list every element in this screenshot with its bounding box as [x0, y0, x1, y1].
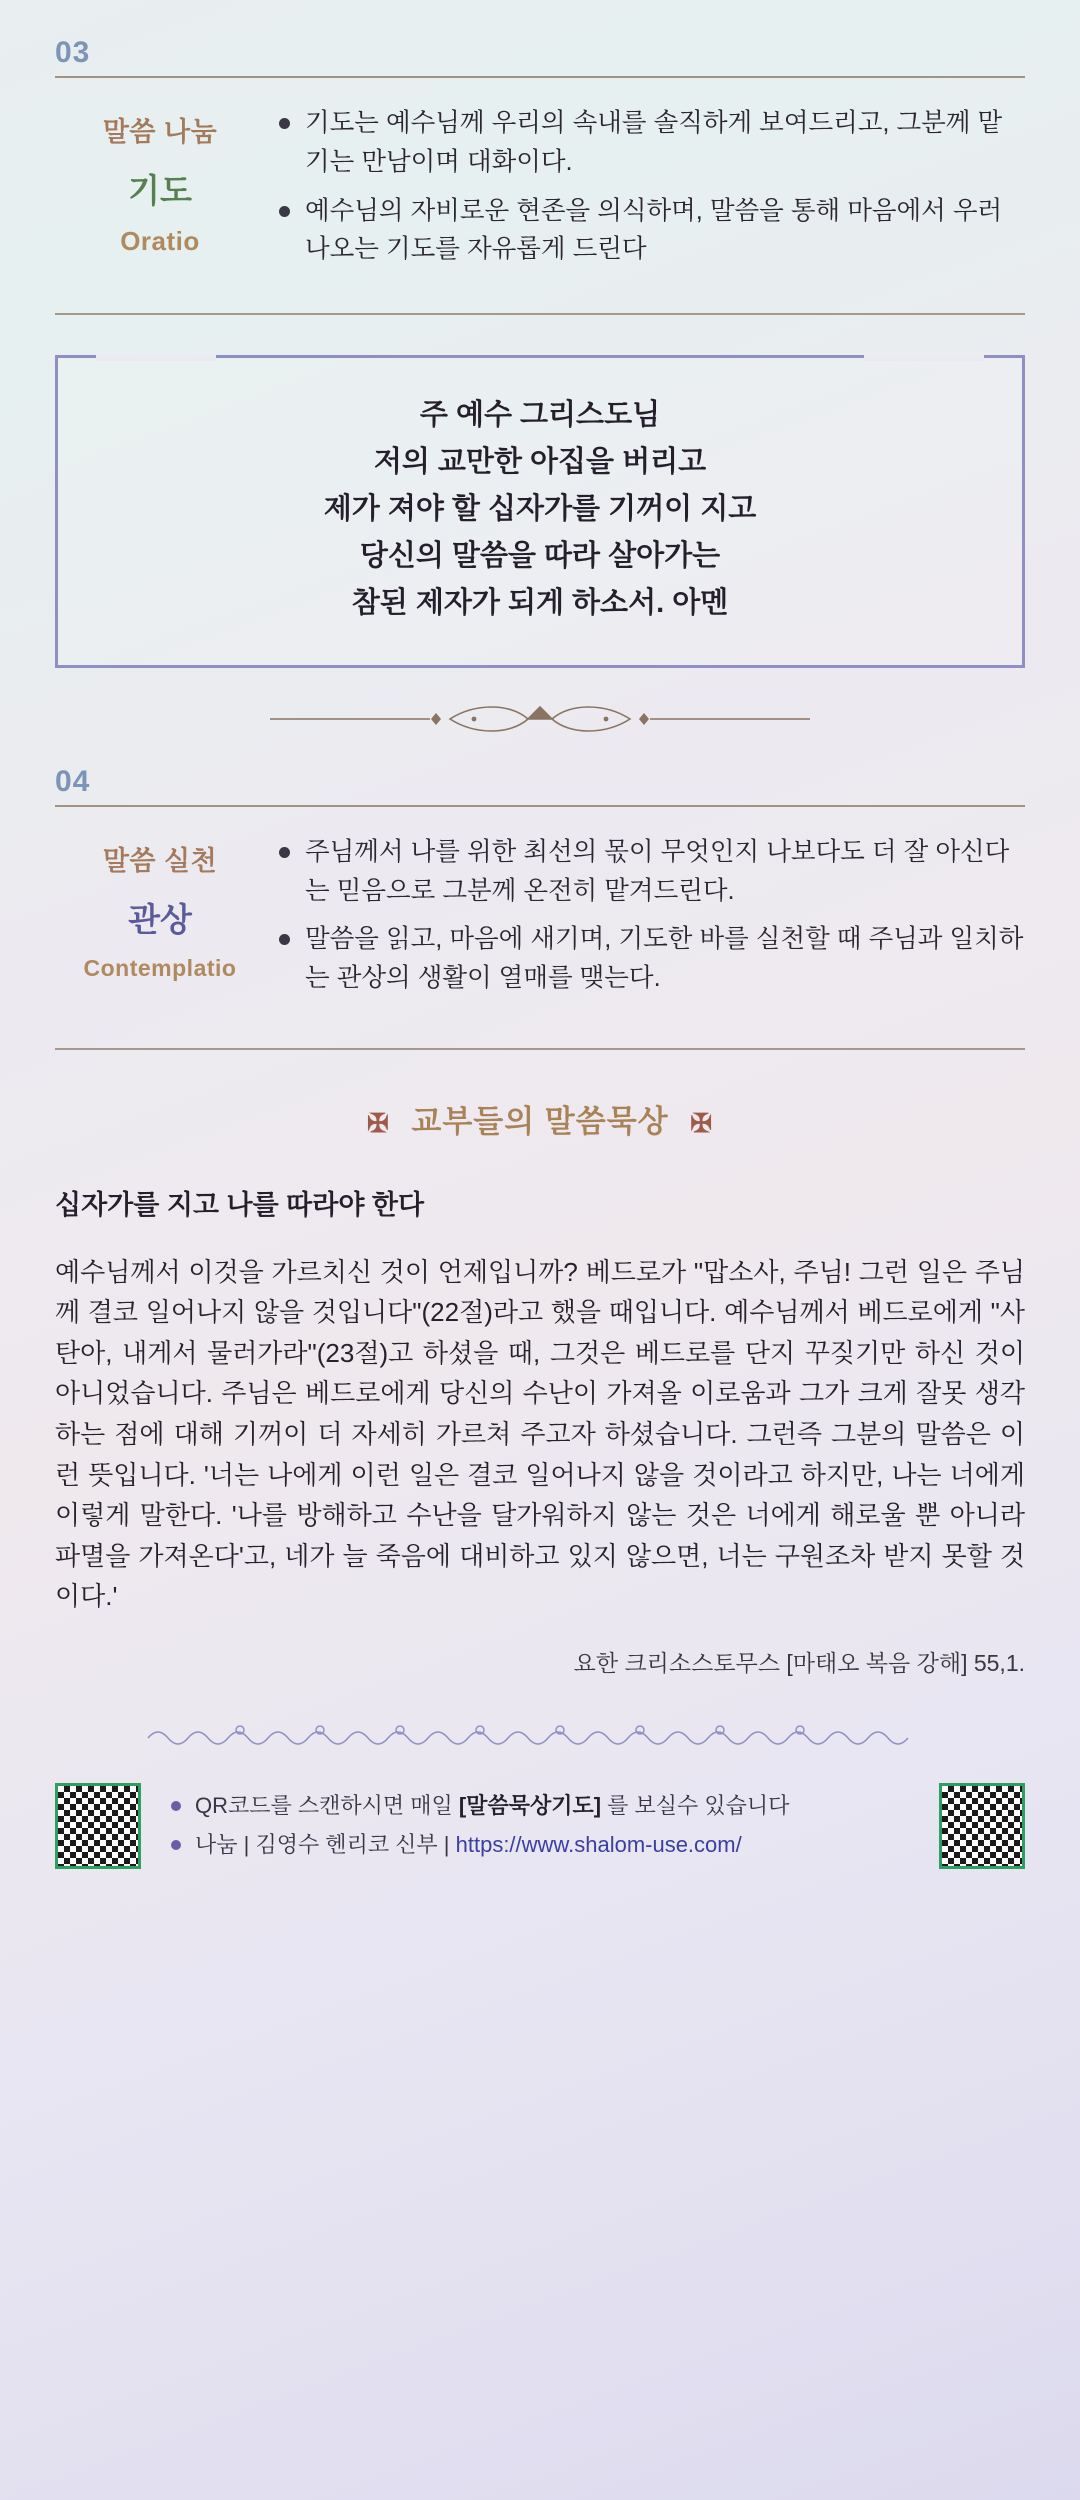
prayer-line: 저의 교만한 아집을 버리고	[373, 445, 707, 478]
fathers-source: 요한 크리소스토무스 [마태오 복음 강해] 55,1.	[573, 1649, 1025, 1676]
step-label-small: 말씀 실천	[102, 845, 218, 876]
bullet-list	[271, 833, 1025, 998]
step-label-latin: Contemplatio	[83, 954, 237, 981]
section-04	[55, 765, 1025, 1050]
prayer-line: 당신의 말씀을 따라 살아가는	[359, 539, 721, 572]
step-label-small: 말씀 나눔	[102, 117, 218, 147]
vine-ornament-icon	[140, 1720, 940, 1750]
ornament-icon	[260, 702, 820, 736]
list-item: 주님께서 나를 위한 최선의 몫이 무엇인지 나보다도 더 잘 아신다는 믿음으로 그분께 온전히 맡겨드린다.	[305, 833, 1025, 911]
step-bullets	[265, 104, 1025, 279]
step-bullets	[265, 833, 1025, 1008]
step-label-group	[55, 833, 265, 982]
list-item: 기도는 예수님께 우리의 속내를 솔직하게 보여드리고, 그분께 맡기는 만남이며 대화이다.	[305, 104, 1025, 182]
footer-text-block	[141, 1783, 939, 1869]
footer-line1-suffix: 를 보실수 있습니다	[601, 1792, 790, 1818]
footer-line2-prefix: 나눔 | 김영수 헨리코 신부 |	[195, 1831, 456, 1857]
step-contemplatio	[55, 833, 1025, 1008]
footer	[55, 1783, 1025, 1869]
step-label-big: 관상	[128, 900, 192, 938]
list-item: 예수님의 자비로운 현존을 의식하며, 말씀을 통해 마음에서 우러나오는 기도를 자유롭게 드린다	[305, 192, 1025, 270]
prayer-line: 제가 져야 할 십자가를 기꺼이 지고	[323, 492, 757, 525]
prayer-line: 참된 제자가 되게 하소서. 아멘	[351, 586, 729, 619]
cross-icon: ✠	[690, 1107, 714, 1138]
section-divider-bottom	[55, 1048, 1025, 1050]
qr-code-left[interactable]	[55, 1783, 141, 1869]
prayer-box	[55, 355, 1025, 668]
prayer-line: 주 예수 그리스도님	[419, 399, 661, 431]
footer-line1-bold: [말씀묵상기도]	[458, 1792, 602, 1818]
cross-icon: ✠	[366, 1107, 390, 1138]
section-divider	[55, 76, 1025, 78]
ornament-divider	[55, 702, 1025, 741]
step-label-latin: Oratio	[120, 226, 200, 256]
fathers-heading: 교부들의 말씀묵상	[411, 1103, 669, 1139]
list-item: 말씀을 읽고, 마음에 새기며, 기도한 바를 실천할 때 주님과 일치하는 관상의 생활이 열매를 맺는다.	[305, 920, 1025, 998]
box-notch-right	[864, 355, 984, 361]
prayer-block	[55, 355, 1025, 668]
qr-code-right[interactable]	[939, 1783, 1025, 1869]
footer-ornament	[55, 1720, 1025, 1757]
section-number: 04	[55, 764, 91, 798]
bullet-list	[271, 104, 1025, 269]
footer-website-link[interactable]: https://www.shalom-use.com/	[455, 1831, 742, 1857]
fathers-heading-row	[55, 1096, 1025, 1141]
footer-line-credit	[195, 1830, 915, 1861]
section-divider	[55, 805, 1025, 807]
fathers-subheading: 십자가를 지고 나를 따라야 한다	[55, 1189, 425, 1220]
footer-line-qr	[195, 1791, 915, 1822]
section-03	[55, 0, 1025, 315]
section-divider-bottom	[55, 313, 1025, 315]
step-label-big: 기도	[128, 172, 192, 209]
section-number: 03	[55, 36, 91, 69]
step-oratio	[55, 104, 1025, 279]
fathers-body-text: 예수님께서 이것을 가르치신 것이 언제입니까? 베드로가 "맙소사, 주님! 그런 일은 주님께 결코 일어나지 않을 것입니다"(22절)라고 했을 때입니다. 예수님께서 베드로에게 "사탄아, 내게서 물러가라"(23절)고 하셨을 때, 그것은 베드로를 단지 꾸짖기만 하신 것이 아니었습니다. 주님은 베드로에게 당신의 수난이 가져올 이로움과 그가 크게 잘못 생각하는 점에 대해 기꺼이 더 자세히 가르쳐 주고자 하셨습니다. 그런즉 그분의 말씀은 이런 뜻입니다. '너는 나에게 이런 일은 결코 일어나지 않을 것이라고 하지만, 나는 너에게 이렇게 말한다. '나를 방해하고 수난을 달가워하지 않는 것은 너에게 해로울 뿐 아니라 파멸을 가져온다'고, 네가 늘 죽음에 대비하고 있지 않으면, 너는 구원조차 받지 못할 것이다.'	[55, 1256, 1025, 1612]
box-notch-left	[96, 355, 216, 361]
footer-line1-prefix: QR코드를 스캔하시면 매일	[195, 1792, 459, 1818]
step-label-group	[55, 104, 265, 257]
